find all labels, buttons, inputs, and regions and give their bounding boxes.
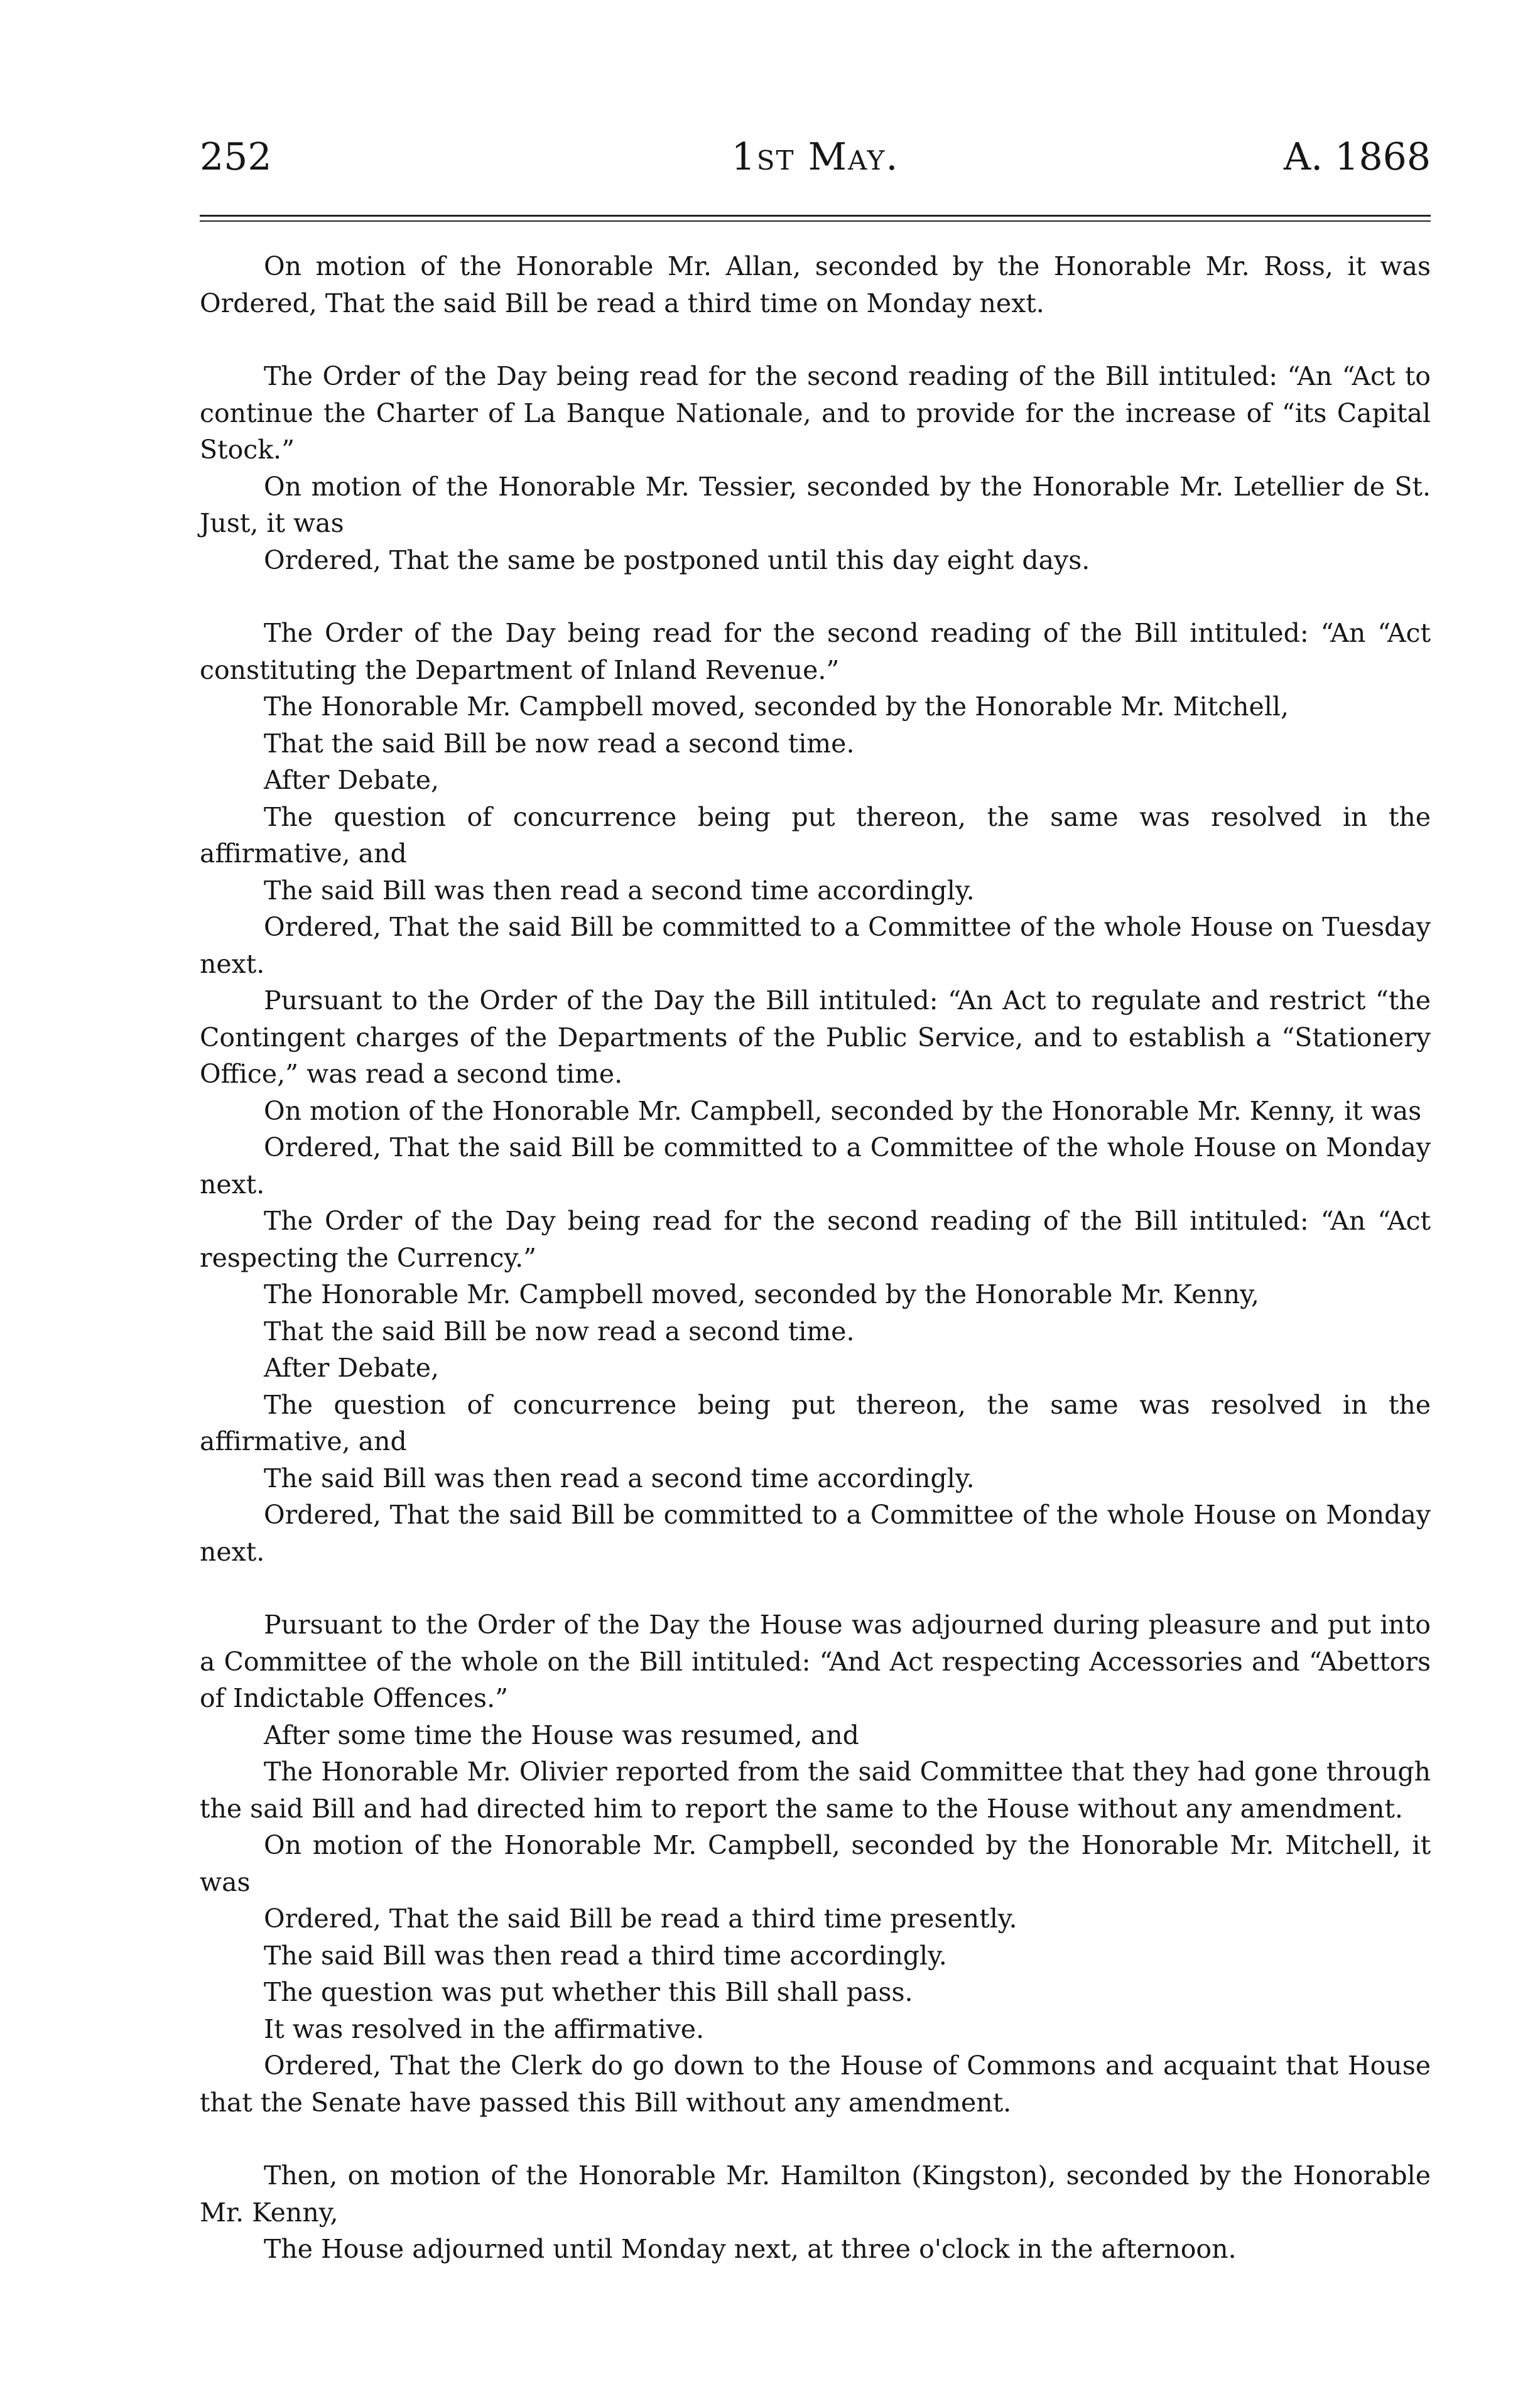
paragraph: Pursuant to the Order of the Day the Bill intituled: “An Act to regulate and restrict “the Contingent charges of the Departments of the Public Service, and to establish a “Stationery Office,” was read a second time.	[200, 985, 1431, 1089]
paragraph: The Honorable Mr. Campbell moved, seconded by the Honorable Mr. Kenny,	[264, 1279, 1259, 1309]
page-header	[200, 129, 1431, 185]
page-year: A. 1868	[1283, 135, 1431, 179]
paragraph: Ordered, That the said Bill be committed to a Committee of the whole House on Tuesday next.	[200, 912, 1431, 979]
paragraph: The question of concurrence being put thereon, the same was resolved in the affirmative, and	[200, 1389, 1431, 1456]
paragraph: On motion of the Honorable Mr. Allan, seconded by the Honorable Mr. Ross, it was Ordered, That the said Bill be read a third time on Monday next.	[200, 251, 1431, 318]
paragraph: On motion of the Honorable Mr. Campbell, seconded by the Honorable Mr. Kenny, it was	[264, 1095, 1422, 1126]
paragraph: That the said Bill be now read a second time.	[264, 1316, 855, 1346]
journal-body	[200, 248, 1431, 2268]
page-date: 1st May.	[731, 135, 899, 179]
header-rule-thin	[200, 220, 1431, 222]
header-rule-thick	[200, 215, 1431, 217]
paragraph: Ordered, That the Clerk do go down to the House of Commons and acquaint that House that the Senate have passed this Bill without any amendment.	[200, 2051, 1431, 2118]
paragraph: Then, on motion of the Honorable Mr. Hamilton (Kingston), seconded by the Honorable Mr. Kenny,	[200, 2160, 1431, 2228]
paragraph: Ordered, That the said Bill be read a third time presently.	[264, 1904, 1017, 1934]
paragraph: After Debate,	[264, 765, 440, 795]
paragraph: The said Bill was then read a third time accordingly.	[264, 1940, 947, 1971]
paragraph: It was resolved in the affirmative.	[264, 2013, 705, 2044]
paragraph: The Honorable Mr. Olivier reported from the said Committee that they had gone through the said Bill and had directed him to report the same to the House without any amendment.	[200, 1757, 1431, 1824]
paragraph: The Honorable Mr. Campbell moved, seconded by the Honorable Mr. Mitchell,	[264, 691, 1289, 722]
paragraph: The question of concurrence being put thereon, the same was resolved in the affirmative, and	[200, 801, 1431, 869]
paragraph: The House adjourned until Monday next, at three o'clock in the afternoon.	[264, 2234, 1237, 2264]
paragraph: Ordered, That the said Bill be committed to a Committee of the whole House on Monday next.	[200, 1500, 1431, 1567]
paragraph: The question was put whether this Bill shall pass.	[264, 1977, 913, 2007]
paragraph: On motion of the Honorable Mr. Tessier, seconded by the Honorable Mr. Letellier de St. Just, it was	[200, 471, 1431, 538]
paragraph: After some time the House was resumed, and	[264, 1720, 859, 1750]
paragraph: The Order of the Day being read for the second reading of the Bill intituled: “An “Act to continue the Charter of La Banque Nationale, and to provide for the increase of “its Capital Stock.”	[200, 361, 1431, 465]
page-number: 252	[200, 135, 272, 179]
paragraph: The Order of the Day being read for the second reading of the Bill intituled: “An “Act respecting the Currency.”	[200, 1206, 1431, 1273]
paragraph: The Order of the Day being read for the second reading of the Bill intituled: “An “Act constituting the Department of Inland Revenue.”	[200, 618, 1431, 685]
paragraph: Ordered, That the said Bill be committed to a Committee of the whole House on Monday next.	[200, 1132, 1431, 1200]
paragraph: Ordered, That the same be postponed until this day eight days.	[264, 545, 1090, 575]
paragraph: Pursuant to the Order of the Day the House was adjourned during pleasure and put into a Committee of the whole on the Bill intituled: “And Act respecting Accessories and “Abettors of Indictable Offences.”	[200, 1610, 1431, 1713]
paragraph: The said Bill was then read a second time accordingly.	[264, 1463, 975, 1493]
paragraph: That the said Bill be now read a second time.	[264, 728, 855, 759]
paragraph: On motion of the Honorable Mr. Campbell, seconded by the Honorable Mr. Mitchell, it was	[200, 1830, 1431, 1897]
paragraph: The said Bill was then read a second time accordingly.	[264, 875, 975, 906]
paragraph: After Debate,	[264, 1353, 440, 1383]
